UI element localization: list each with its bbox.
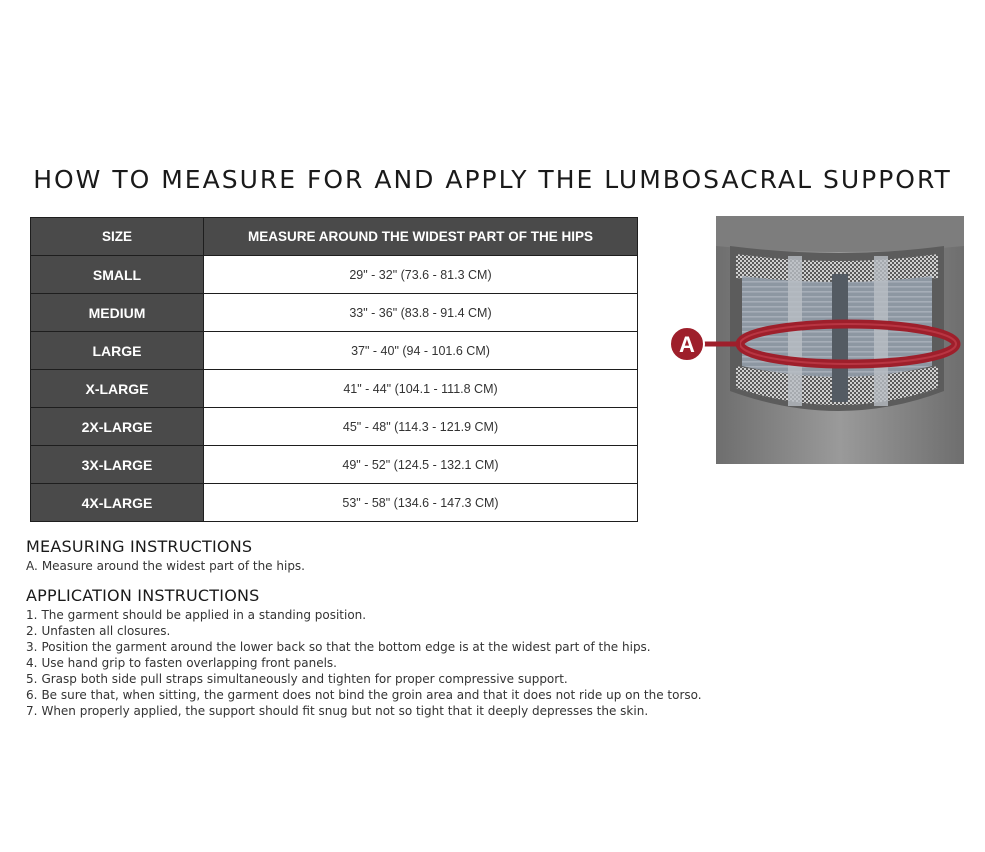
size-cell: SMALL — [31, 256, 204, 294]
table-row — [31, 370, 638, 408]
list-item: 7. When properly applied, the support should fit snug but not so tight that it deeply depresses the skin. — [26, 704, 649, 718]
column-header-measure: MEASURE AROUND THE WIDEST PART OF THE HIPS — [204, 218, 638, 256]
measure-cell: 33" - 36" (83.8 - 91.4 CM) — [204, 294, 638, 332]
measure-cell: 41" - 44" (104.1 - 111.8 CM) — [204, 370, 638, 408]
size-cell: 4X-LARGE — [31, 484, 204, 522]
marker-a-label: A — [679, 332, 695, 357]
application-heading: APPLICATION INSTRUCTIONS — [26, 586, 260, 605]
list-item: 1. The garment should be applied in a standing position. — [26, 608, 367, 622]
list-item: A. Measure around the widest part of the hips. — [26, 559, 305, 573]
list-item: 3. Position the garment around the lower back so that the bottom edge is at the widest part of the hips. — [26, 640, 651, 654]
measuring-list — [26, 558, 305, 574]
measure-cell: 49" - 52" (124.5 - 132.1 CM) — [204, 446, 638, 484]
size-chart-table — [30, 217, 638, 522]
measuring-heading: MEASURING INSTRUCTIONS — [26, 537, 253, 556]
size-cell: X-LARGE — [31, 370, 204, 408]
table-row — [31, 332, 638, 370]
measure-cell: 53" - 58" (134.6 - 147.3 CM) — [204, 484, 638, 522]
column-header-size: SIZE — [31, 218, 204, 256]
application-instructions — [26, 586, 702, 719]
application-list — [26, 607, 702, 719]
size-cell: MEDIUM — [31, 294, 204, 332]
table-row — [31, 408, 638, 446]
size-cell: 2X-LARGE — [31, 408, 204, 446]
table-header-row — [31, 218, 638, 256]
table-row — [31, 256, 638, 294]
measure-cell: 45" - 48" (114.3 - 121.9 CM) — [204, 408, 638, 446]
measuring-instructions — [26, 537, 305, 574]
list-item: 5. Grasp both side pull straps simultaneously and tighten for proper compressive support. — [26, 672, 568, 686]
table-row — [31, 484, 638, 522]
table-row — [31, 446, 638, 484]
measure-cell: 37" - 40" (94 - 101.6 CM) — [204, 332, 638, 370]
list-item: 4. Use hand grip to fasten overlapping front panels. — [26, 656, 337, 670]
list-item: 6. Be sure that, when sitting, the garment does not bind the groin area and that it does not ride up on the torso. — [26, 688, 702, 702]
size-cell: 3X-LARGE — [31, 446, 204, 484]
size-cell: LARGE — [31, 332, 204, 370]
lumbosacral-support-illustration — [668, 216, 964, 464]
measure-cell: 29" - 32" (73.6 - 81.3 CM) — [204, 256, 638, 294]
page-title: HOW TO MEASURE FOR AND APPLY THE LUMBOSACRAL SUPPORT — [33, 165, 952, 194]
list-item: 2. Unfasten all closures. — [26, 624, 171, 638]
table-row — [31, 294, 638, 332]
